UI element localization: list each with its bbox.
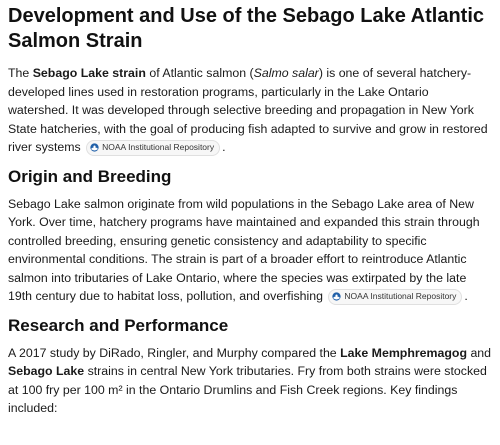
page-title: Development and Use of the Sebago Lake Atlantic Salmon Strain <box>8 5 485 52</box>
research-paragraph <box>8 344 492 418</box>
citation-chip-origin[interactable] <box>328 289 462 305</box>
section-heading-origin: Origin and Breeding <box>8 166 172 186</box>
research-strain-1: Lake Memphremagog <box>340 345 468 360</box>
intro-text-start: The <box>8 66 33 80</box>
intro-strain-name: Sebago Lake strain <box>32 66 146 80</box>
noaa-logo-icon <box>90 143 99 152</box>
research-strain-2: Sebago Lake <box>8 364 85 378</box>
research-text-2: and <box>467 345 492 360</box>
citation-label: NOAA Institutional Repository <box>344 291 457 302</box>
noaa-logo-icon <box>332 292 341 301</box>
origin-text: Sebago Lake salmon originate from wild populations in the Sebago Lake area of New York. Over time, hatchery programs have maintained and expanded this strain through controlled breeding, ensuring genetic consistency and adaptability to specific environmental conditions. The strain is part of a broader effort to reintroduce Atlantic salmon into tributaries of Lake Ontario, where the species was extirpated by the late 19th century due to habitat loss, pollution, and overfishing <box>8 196 480 303</box>
intro-text-rest: ) is one of several hatchery-developed lines used in restoration programs, particularly in the Lake Ontario watershed. It was developed through selective breeding and propagation in New York State hatcheries, with the goal of producing fish adapted to survive and grow in restored river systems <box>8 66 488 154</box>
citation-chip-intro[interactable] <box>86 140 220 156</box>
intro-scientific-name: Salmo salar <box>253 66 319 80</box>
intro-text-mid: of Atlantic salmon ( <box>145 66 254 80</box>
citation-label: NOAA Institutional Repository <box>102 142 215 153</box>
intro-paragraph <box>8 64 492 157</box>
intro-end: . <box>222 140 226 154</box>
origin-end: . <box>464 289 468 303</box>
research-text-3: strains in central New York tributaries. Fry from both strains were stocked at 100 fry per 100 m² in the Ontario Drumlins and Fish Creek regions. Key findings included: <box>8 364 487 415</box>
origin-paragraph <box>8 195 492 306</box>
section-heading-research: Research and Performance <box>8 315 229 335</box>
research-text-1: A 2017 study by DiRado, Ringler, and Murphy compared the <box>8 345 341 360</box>
